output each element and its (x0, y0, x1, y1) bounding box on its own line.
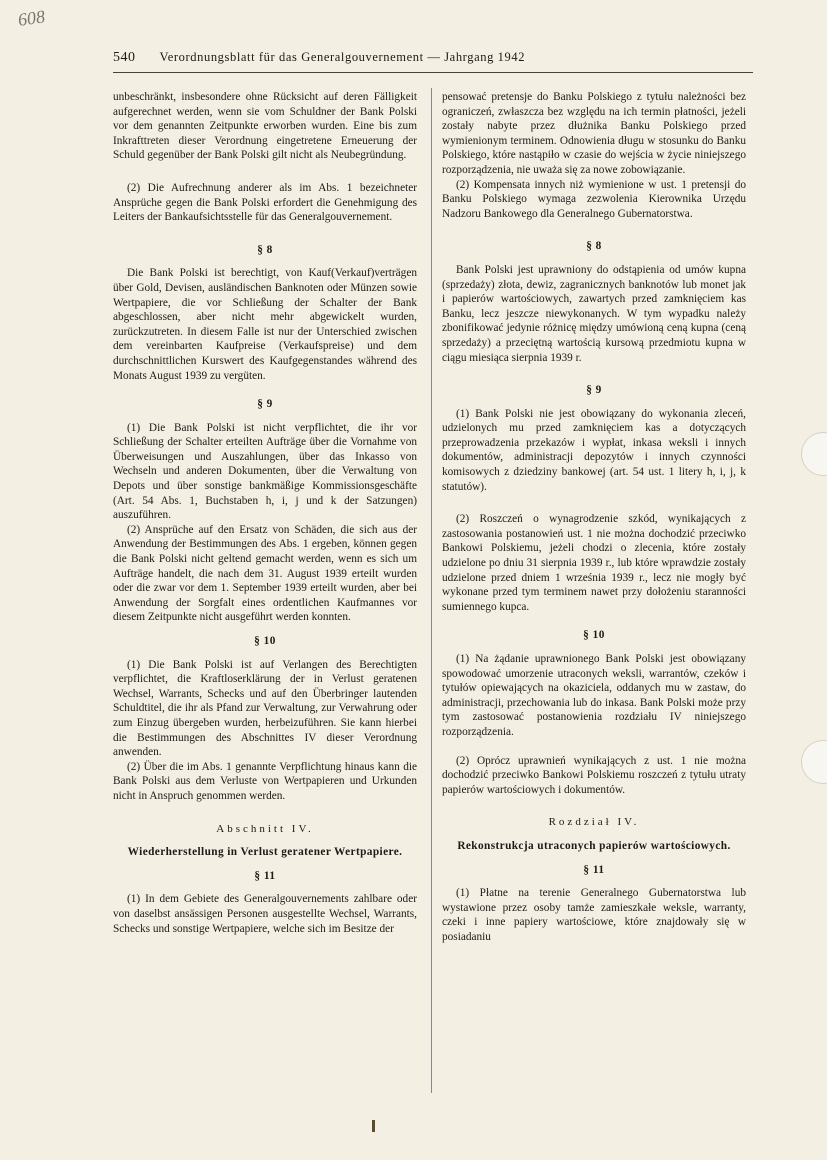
chapter-heading: Rozdział IV. (548, 816, 640, 829)
paragraph: (1) Bank Polski nie jest obowiązany do wykonania zleceń, udzielonych mu przed zamknięciem kas a dotyczących przeprowadzenia przekazów i wypłat, inkasa weksli i innych dokumentów, administracji depozytów i innych czynności komisowych z dziedziny bankowej (art. 54 ust. 1 litery h, i, j, k statutów). (442, 407, 746, 493)
paragraph: (2) Ansprüche auf den Ersatz von Schäden, die sich aus der Anwendung der Bestimmungen des Abs. 1 ergeben, können gegen die Bank Polski nicht geltend gemacht werden, wenn es sich um Aufträge handelt, die nach dem 31. August 1939 erteilt wurden oder die zwar vor dem 1. September 1939 erteilt wurden, aber bei Anwendung der Sorgfalt eines ordentlichen Kaufmannes vor diesem Zeitpunkte nicht ausgeführt werden konnten. (113, 523, 417, 624)
paragraph-continued: unbeschränkt, insbesondere ohne Rücksicht auf deren Fälligkeit aufgerechnet werden, wenn sie vom Schuldner der Bank Polski vor dem genannten Zeitpunkte erworben wurden. Eine bis zum Inkrafttreten dieser Verordnung eingetretene Erneuerung der Schuld gegenüber der Bank Polski gilt nicht als Neubegründung. (113, 91, 417, 162)
section-heading-9: § 9 (586, 384, 602, 397)
page-number: 540 (113, 50, 136, 65)
section-heading-10: § 10 (254, 635, 276, 647)
paragraph: (2) Über die im Abs. 1 genannte Verpflichtung hinaus kann die Bank Polski aus dem Verluste von Wertpapieren und Urkunden nicht in Anspruch genommen werden. (113, 760, 417, 802)
journal-title: Verordnungsblatt für das Generalgouvernement — Jahrgang 1942 (159, 50, 526, 64)
column-divider (431, 88, 432, 1093)
section-heading-8: § 8 (257, 243, 273, 256)
header-rule (113, 72, 753, 73)
paragraph: (2) Die Aufrechnung anderer als im Abs. 1 bezeichneter Ansprüche gegen die Bank Polski erfordert die Genehmigung des Leiters der Bankaufsichtsstelle für das Generalgouvernement. (113, 181, 417, 224)
ink-mark (372, 1120, 375, 1132)
binder-hole (801, 740, 827, 784)
paragraph: (1) Na żądanie uprawnionego Bank Polski jest obowiązany spowodować umorzenie utraconych weksli, warrantów, czeków i tytułów opiewających na okaziciela, oddanych mu w zastaw, do administracji, przechowania lub do inkasa. Bank Polski może przy tym zastosować postanowienia rozdziału IV niniejszego rozporządzenia. (442, 653, 746, 738)
paragraph-continued: pensować pretensje do Banku Polskiego z tytułu należności bez ograniczeń, zwłaszcza bez względu na ich termin płatności, jeżeli zostały nabyte przez dłużnika Banku Polskiego przed wymienionym terminem. Odnowienia długu w stosunku do Banku Polskiego, które nastąpiło w czasie do wejścia w życie niniejszego rozporządzenia, nie uważa się za nowe zobowiązanie. (442, 91, 746, 176)
chapter-heading: Abschnitt IV. (216, 822, 314, 835)
polish-column (442, 90, 746, 945)
section-heading-8: § 8 (586, 240, 602, 253)
handwritten-page-mark: 608 (16, 6, 47, 30)
section-heading-9: § 9 (257, 398, 273, 411)
paragraph: (1) Die Bank Polski ist auf Verlangen des Berechtigten verpflichtet, die Kraftloserklärung der in Verlust geratenen Wechsel, Warrants, Schecks und auf den Überbringer lautenden Schuldtitel, die ihr als Pfand zur Verwaltung, zur Verwahrung oder zum Einzug übergeben wurden, herbeizuführen. Sie kann hierbei die Bestimmungen des Abschnittes IV dieser Verordnung anwenden. (113, 658, 417, 759)
section-heading-11: § 11 (583, 863, 605, 876)
paragraph: Bank Polski jest uprawniony do odstąpienia od umów kupna (sprzedaży) złota, dewiz, zagranicznych banknotów lub monet jak i papierów wartościowych, zawartych przed zamknięciem kas Banku, lecz jeszcze niewykonanych. W tym wypadku należy zbonifikować jedynie różnicę między umówioną ceną kupna (ceną sprzedaży) a przeciętną wartością kursową przedmiotu kupna w ciągu miesiąca sierpnia 1939 r. (442, 263, 746, 364)
paragraph: (1) In dem Gebiete des Generalgouvernements zahlbare oder von daselbst ansässigen Personen ausgestellte Wechsel, Warrants, Schecks und sonstige Wertpapiere, welche sich im Besitze der (113, 893, 417, 935)
paragraph: Die Bank Polski ist berechtigt, von Kauf(Verkauf)verträgen über Gold, Devisen, ausländischen Banknoten oder Münzen sowie Wertpapiere, die vor Schließung der Schalter der Bank abgeschlossen, aber nicht mehr abgewickelt wurden, zurückzutreten. In diesem Falle ist nur der Unterschied zwischen dem vereinbarten Kaufpreise (Verkaufspreise) und dem durchschnittlichen Kurswert des Kaufgegenstandes während des Monats August 1939 zu vergüten. (113, 267, 417, 382)
section-heading-10: § 10 (583, 629, 605, 642)
paragraph: (1) Płatne na terenie Generalnego Gubernatorstwa lub wystawione przez osoby tamże zamieszkałe weksle, warranty, czeki i inne papiery wartościowe, które znajdowały się w posiadaniu (442, 887, 746, 943)
page-header (113, 50, 753, 66)
paragraph: (1) Die Bank Polski ist nicht verpflichtet, die ihr vor Schließung der Schalter erteilten Aufträge über die Vornahme von Überweisungen und Auszahlungen, über das Inkasso von Wechseln und anderen Dokumenten, über die Verwaltung von Depots und über sonstige bankmäßige Kommissionsgeschäfte (Art. 54 Abs. 1, Buchstaben h, i, j und k der Satzungen) auszuführen. (113, 421, 417, 522)
paragraph: (2) Roszczeń o wynagrodzenie szkód, wynikających z zastosowania postanowień ust. 1 nie można dochodzić przeciwko Bankowi Polskiemu, jeżeli chodzi o zlecenia, które zostały udzielone po dniu 31 sierpnia 1939 r., lub które wprawdzie zostały udzielone przed dniem 1 września 1939 r., lecz nie mogły być wykonane przed tym terminem nawet przy dołożeniu staranności sumiennego kupca. (442, 513, 746, 613)
paragraph: (2) Oprócz uprawnień wynikających z ust. 1 nie można dochodzić przeciwko Bankowi Polskiemu roszczeń z tytułu utraty papierów wartościowych i dokumentów. (442, 754, 746, 796)
chapter-subtitle: Wiederherstellung in Verlust geratener Wertpapiere. (127, 846, 403, 859)
chapter-subtitle: Rekonstrukcja utraconych papierów wartościowych. (457, 839, 731, 852)
section-heading-11: § 11 (254, 869, 276, 882)
german-column (113, 90, 417, 936)
paragraph: (2) Kompensata innych niż wymienione w ust. 1 pretensji do Banku Polskiego wymaga zezwolenia Kierownika Urzędu Nadzoru Bankowego dla Generalnego Gubernatorstwa. (442, 178, 746, 220)
binder-hole (801, 432, 827, 476)
